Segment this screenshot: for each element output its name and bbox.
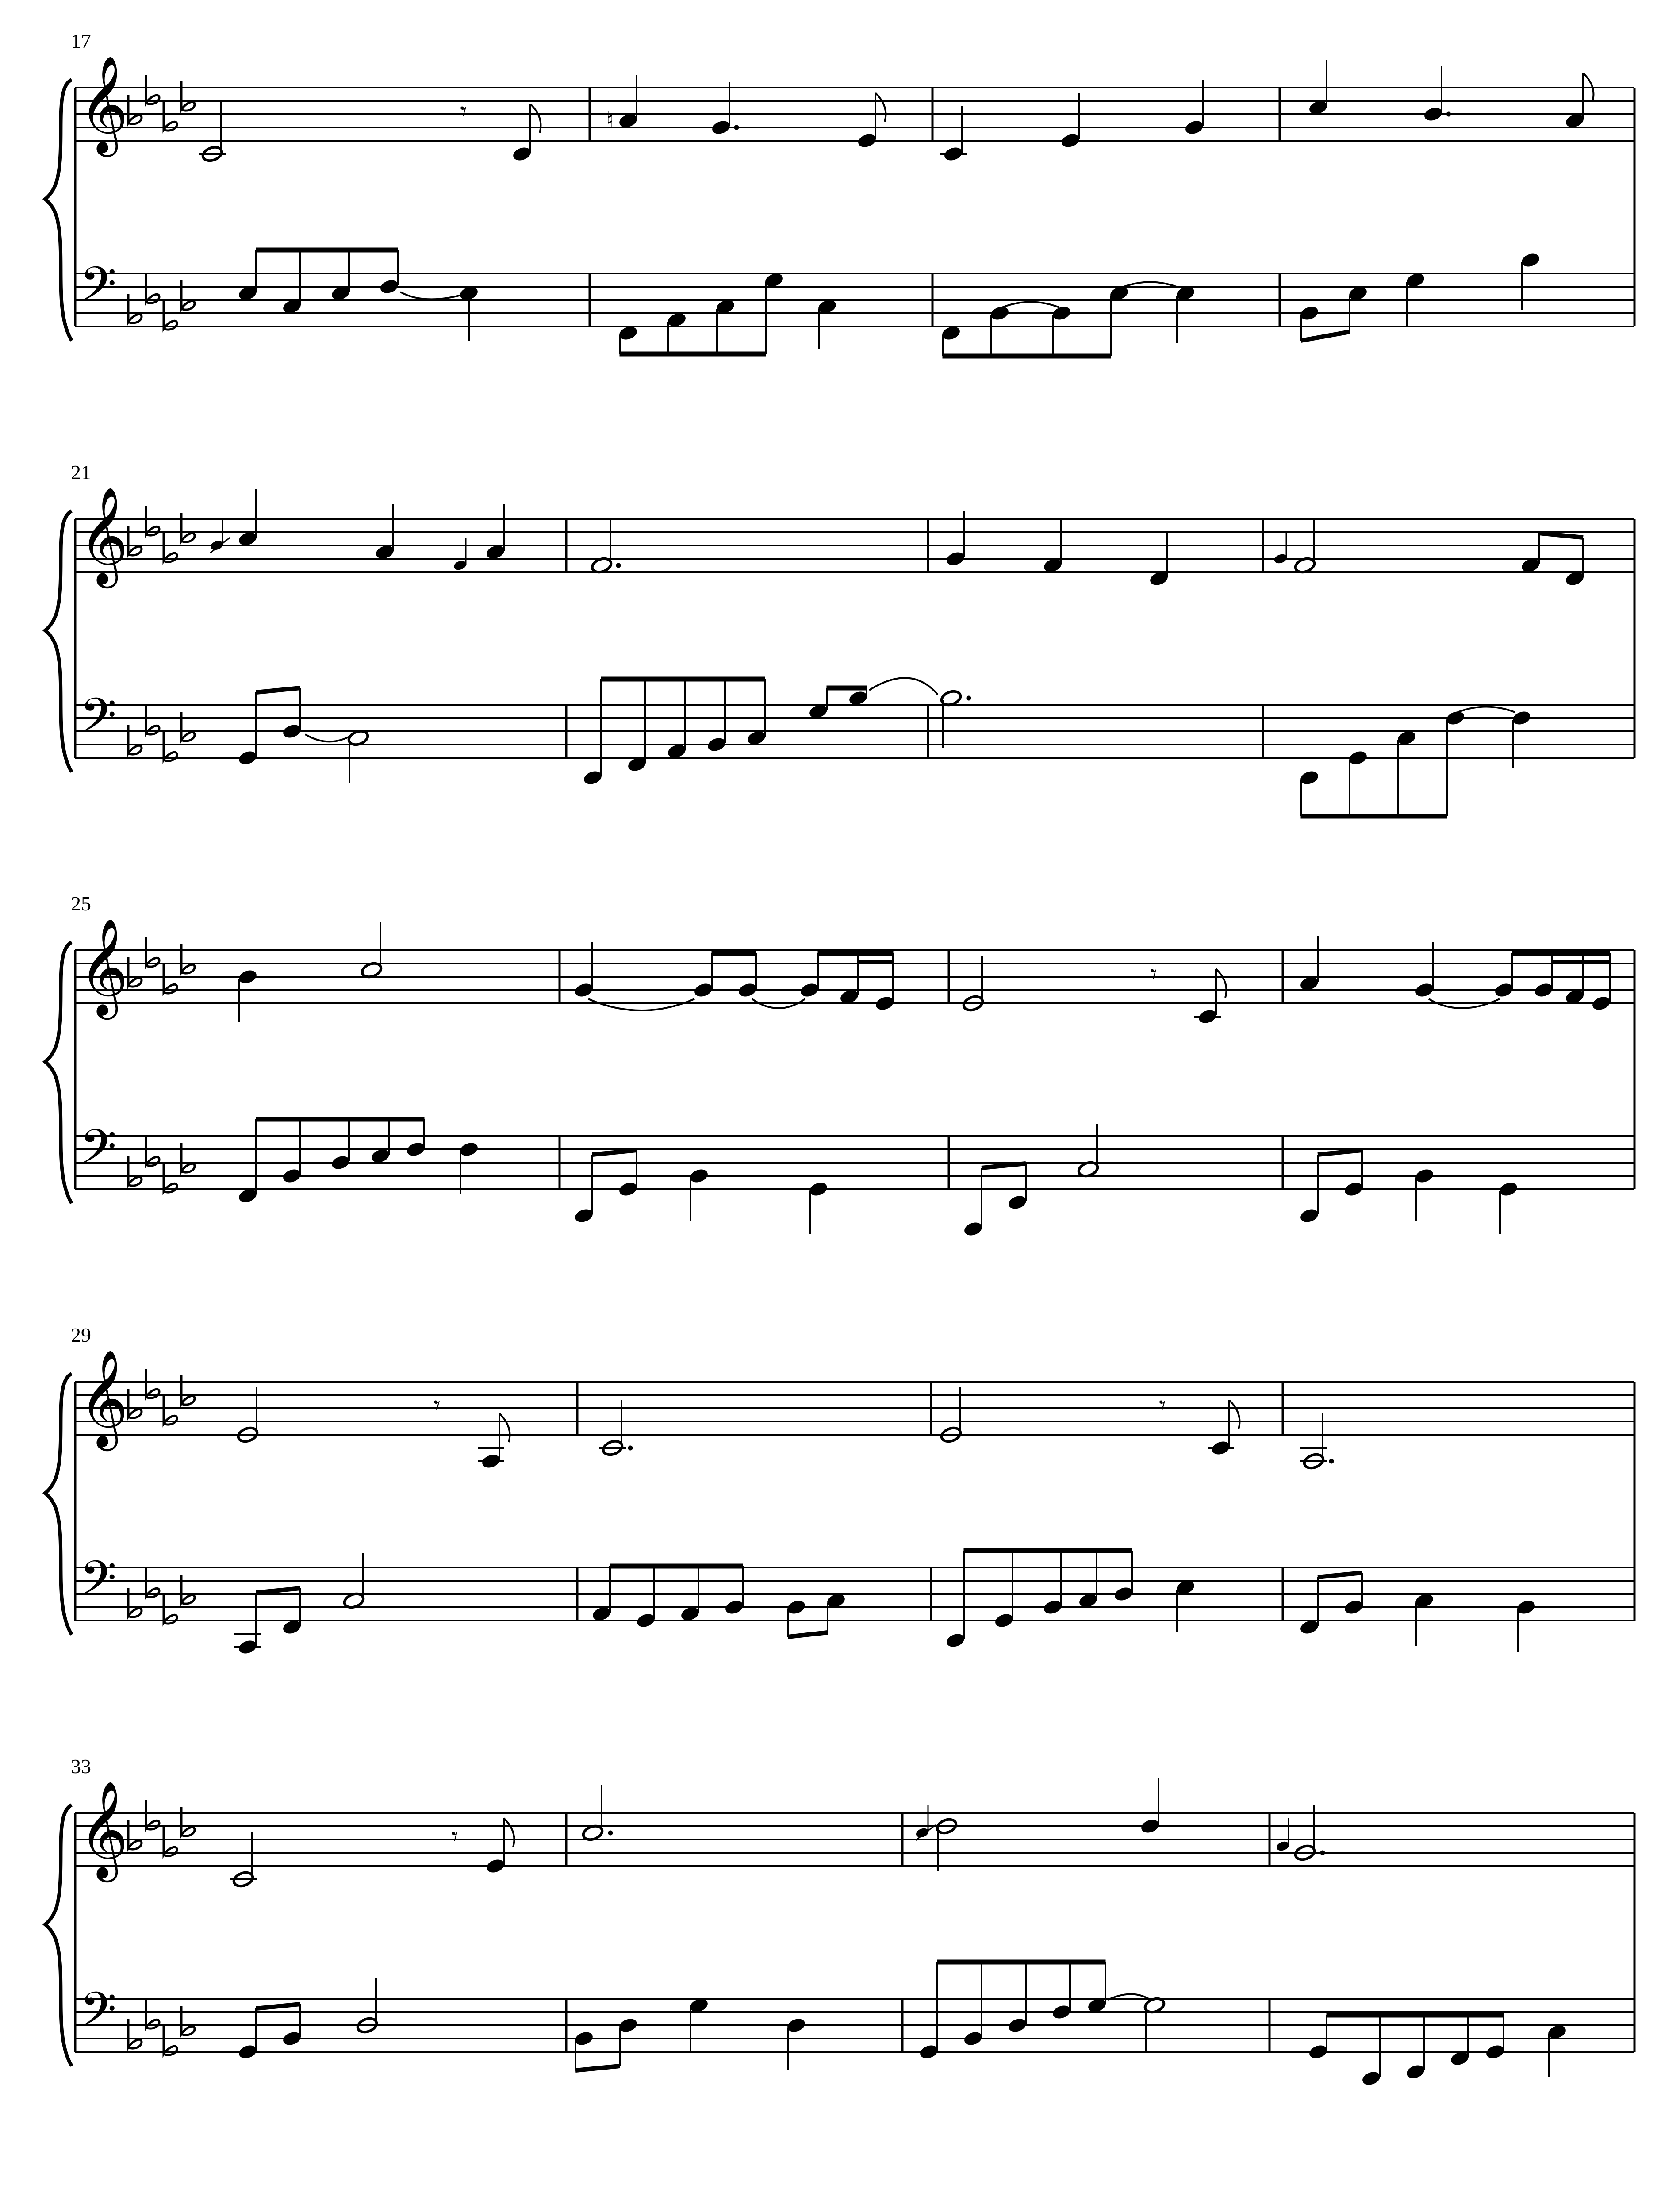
svg-text:♮: ♮ [606,107,614,133]
svg-text:𝄾: 𝄾 [1159,1390,1166,1421]
key-signature [128,75,195,330]
system [45,1755,1634,2087]
grand-staff-brace [45,511,72,772]
treble-staff [75,1813,1634,1866]
treble-notes [199,60,1593,163]
grand-staff-brace [45,1805,72,2066]
svg-text:𝄾: 𝄾 [433,1390,441,1421]
treble-notes [238,922,1611,1025]
barlines [75,519,1634,758]
treble-clef-icon: 𝄞 [79,55,129,153]
bass-clef-icon: 𝄢 [80,1982,117,2049]
treble-staff [75,88,1634,141]
bass-clef-icon: 𝄢 [80,1550,117,1617]
barlines [75,1382,1634,1621]
bass-notes [238,1117,1519,1237]
key-signature [128,1369,195,1624]
bass-staff [75,1567,1634,1621]
treble-clef-icon: 𝄞 [79,486,129,584]
bass-clef-icon: 𝄢 [80,256,117,323]
system [45,461,1634,818]
bass-staff [75,705,1634,758]
bass-clef-icon: 𝄢 [80,687,117,755]
key-signature [128,1800,195,2055]
barlines [75,88,1634,326]
grand-staff-brace [45,1374,72,1635]
grand-staff-brace [45,80,72,341]
bass-staff [75,273,1634,326]
treble-staff [75,519,1634,572]
treble-clef-icon: 𝄞 [79,1349,129,1447]
svg-text:𝄾: 𝄾 [451,1821,458,1852]
key-signature [128,506,195,761]
measure-number: 21 [71,461,91,484]
measure-number: 33 [71,1755,91,1778]
bass-clef-icon: 𝄢 [80,1119,117,1186]
bass-notes [234,1548,1536,1655]
treble-notes [237,1387,1334,1471]
svg-text:𝄾: 𝄾 [1150,959,1157,990]
treble-staff [75,1382,1634,1435]
bass-staff [75,1999,1634,2052]
bass-notes [238,248,1541,358]
system [45,30,1634,358]
key-signature [128,937,195,1192]
system [45,1324,1634,1655]
treble-clef-icon: 𝄞 [79,918,129,1015]
measure-number: 25 [71,892,91,915]
svg-text:𝄾: 𝄾 [460,96,467,127]
measure-number: 29 [71,1324,91,1346]
measure-number: 17 [71,30,91,52]
treble-notes [230,1778,1325,1889]
system [45,892,1634,1237]
barlines [75,950,1634,1189]
bass-notes [238,677,1532,818]
bass-staff [75,1136,1634,1189]
grand-staff-brace [45,942,72,1203]
treble-clef-icon: 𝄞 [79,1780,129,1878]
